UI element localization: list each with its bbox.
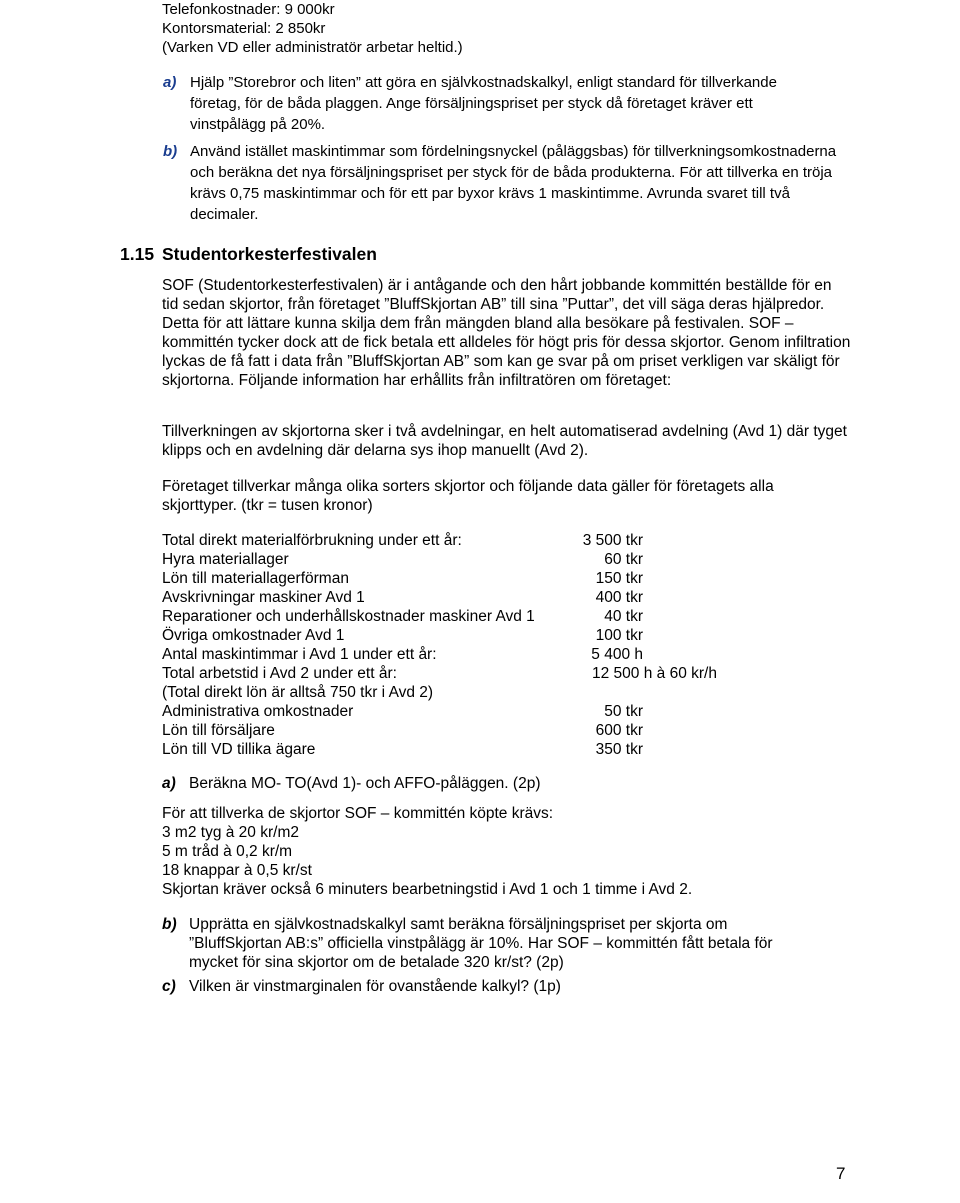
row-label: Lön till VD tillika ägare — [162, 741, 316, 758]
requirement-line: 3 m2 tyg à 20 kr/m2 — [162, 824, 299, 841]
requirement-line: 5 m tråd à 0,2 kr/m — [162, 843, 293, 860]
question-label: c) — [162, 978, 176, 995]
row-label: Total arbetstid i Avd 2 under ett år: — [162, 665, 397, 682]
question-label: b) — [162, 916, 177, 933]
row-value: 3 500 tkr — [582, 532, 643, 549]
row-label: Lön till materiallagerförman — [162, 570, 349, 587]
row-value: 60 tkr — [604, 551, 643, 568]
row-label: Avskrivningar maskiner Avd 1 — [162, 589, 365, 606]
question-text: Vilken är vinstmarginalen för ovanstående kalkyl? (1p) — [189, 978, 561, 995]
requirement-line: För att tillverka de skjortor SOF – kommittén köpte krävs: — [162, 805, 554, 822]
row-label: Reparationer och underhållskostnader maskiner Avd 1 — [162, 608, 535, 625]
row-value: 100 tkr — [595, 627, 643, 644]
data-intro-paragraph: Företaget tillverkar många olika sorters skjortor och följande data gäller för företagets alla skjorttyper. (tkr = tusen kronor) — [162, 478, 774, 514]
requirement-line: Skjortan kräver också 6 minuters bearbetningstid i Avd 1 och 1 timme i Avd 2. — [162, 881, 693, 898]
row-value: 50 tkr — [604, 703, 643, 720]
question-text: Beräkna MO- TO(Avd 1)- och AFFO-påläggen. (2p) — [189, 775, 541, 792]
cost-continuation — [162, 0, 463, 57]
section-title: Studentorkesterfestivalen — [162, 244, 377, 264]
row-label: Total direkt materialförbrukning under ett år: — [162, 532, 462, 549]
question-label: b) — [163, 143, 178, 160]
row-value: 600 tkr — [595, 722, 643, 739]
question-text: Använd istället maskintimmar som fördelningsnyckel (påläggsbas) för tillverkningsomkostnaderna och beräkna det nya försäljningspriset per styck för de båda produkterna. För att tillverka en tröja krävs 0,75 maskintimmar och för ett par byxor krävs 1 maskintimme. Avrunda svaret till två decimaler. — [190, 143, 837, 223]
section-heading — [120, 244, 377, 265]
text-line: Telefonkostnader: 9 000kr — [162, 1, 335, 18]
row-label: Antal maskintimmar i Avd 1 under ett år: — [162, 646, 437, 663]
row-label: Övriga omkostnader Avd 1 — [162, 627, 345, 644]
section-number: 1.15 — [120, 244, 155, 264]
question-label: a) — [162, 775, 176, 792]
row-value: 5 400 h — [591, 646, 643, 663]
text-line: (Varken VD eller administratör arbetar heltid.) — [162, 39, 463, 56]
question-text: Hjälp ”Storebror och liten” att göra en självkostnadskalkyl, enligt standard för tillverkande företag, för de båda plaggen. Ange försäljningspriset per styck då företaget kräver ett vinstpålägg på 20%. — [190, 74, 777, 133]
question-c — [162, 977, 829, 996]
question-a-previous — [163, 72, 830, 135]
question-a — [162, 774, 829, 793]
row-value: 350 tkr — [595, 741, 643, 758]
production-paragraph: Tillverkningen av skjortorna sker i två avdelningar, en helt automatiserad avdelning (Avd 1) där tyget klipps och en avdelning där delarna sys ihop manuellt (Avd 2). — [162, 423, 847, 459]
intro-paragraph: SOF (Studentorkesterfestivalen) är i antågande och den hårt jobbande kommittén beställde för en tid sedan skjortor, från företaget ”BluffSkjortan AB” till sina ”Puttar”, det vill säga deras hjälpredor. Detta för att lättare kunna skilja dem från mängden bland alla besökare på festivalen. SOF – kommittén tycker dock att de fick betala ett alldeles för högt pris för dessa skjortor. Genom infiltration lyckas de få fatt i data från ”BluffSkjortan AB” som kan ge svar på om priset verkligen var skäligt för skjortorna. Följande information har erhållits från infiltratören om företaget: — [162, 277, 851, 389]
requirements-list — [162, 804, 692, 899]
row-value: 400 tkr — [595, 589, 643, 606]
row-value: 40 tkr — [604, 608, 643, 625]
text-line: Kontorsmaterial: 2 850kr — [162, 20, 326, 37]
question-label: a) — [163, 74, 177, 91]
row-label: Lön till försäljare — [162, 722, 275, 739]
row-value: 150 tkr — [595, 570, 643, 587]
row-label: Administrativa omkostnader — [162, 703, 354, 720]
row-label: Hyra materiallager — [162, 551, 289, 568]
row-value: 12 500 h à 60 kr/h — [592, 665, 717, 682]
question-text: Upprätta en självkostnadskalkyl samt beräkna försäljningspriset per skjorta om ”BluffSkjortan AB:s” officiella vinstpålägg är 10%. Har SOF – kommittén fått betala för mycket för sina skjortor om de betalade 320 kr/st? (2p) — [189, 916, 773, 971]
page-number: 7 — [836, 1164, 846, 1183]
requirement-line: 18 knappar à 0,5 kr/st — [162, 862, 312, 879]
row-label: (Total direkt lön är alltså 750 tkr i Avd 2) — [162, 684, 434, 701]
question-b-previous — [163, 141, 850, 225]
question-b — [162, 915, 819, 972]
